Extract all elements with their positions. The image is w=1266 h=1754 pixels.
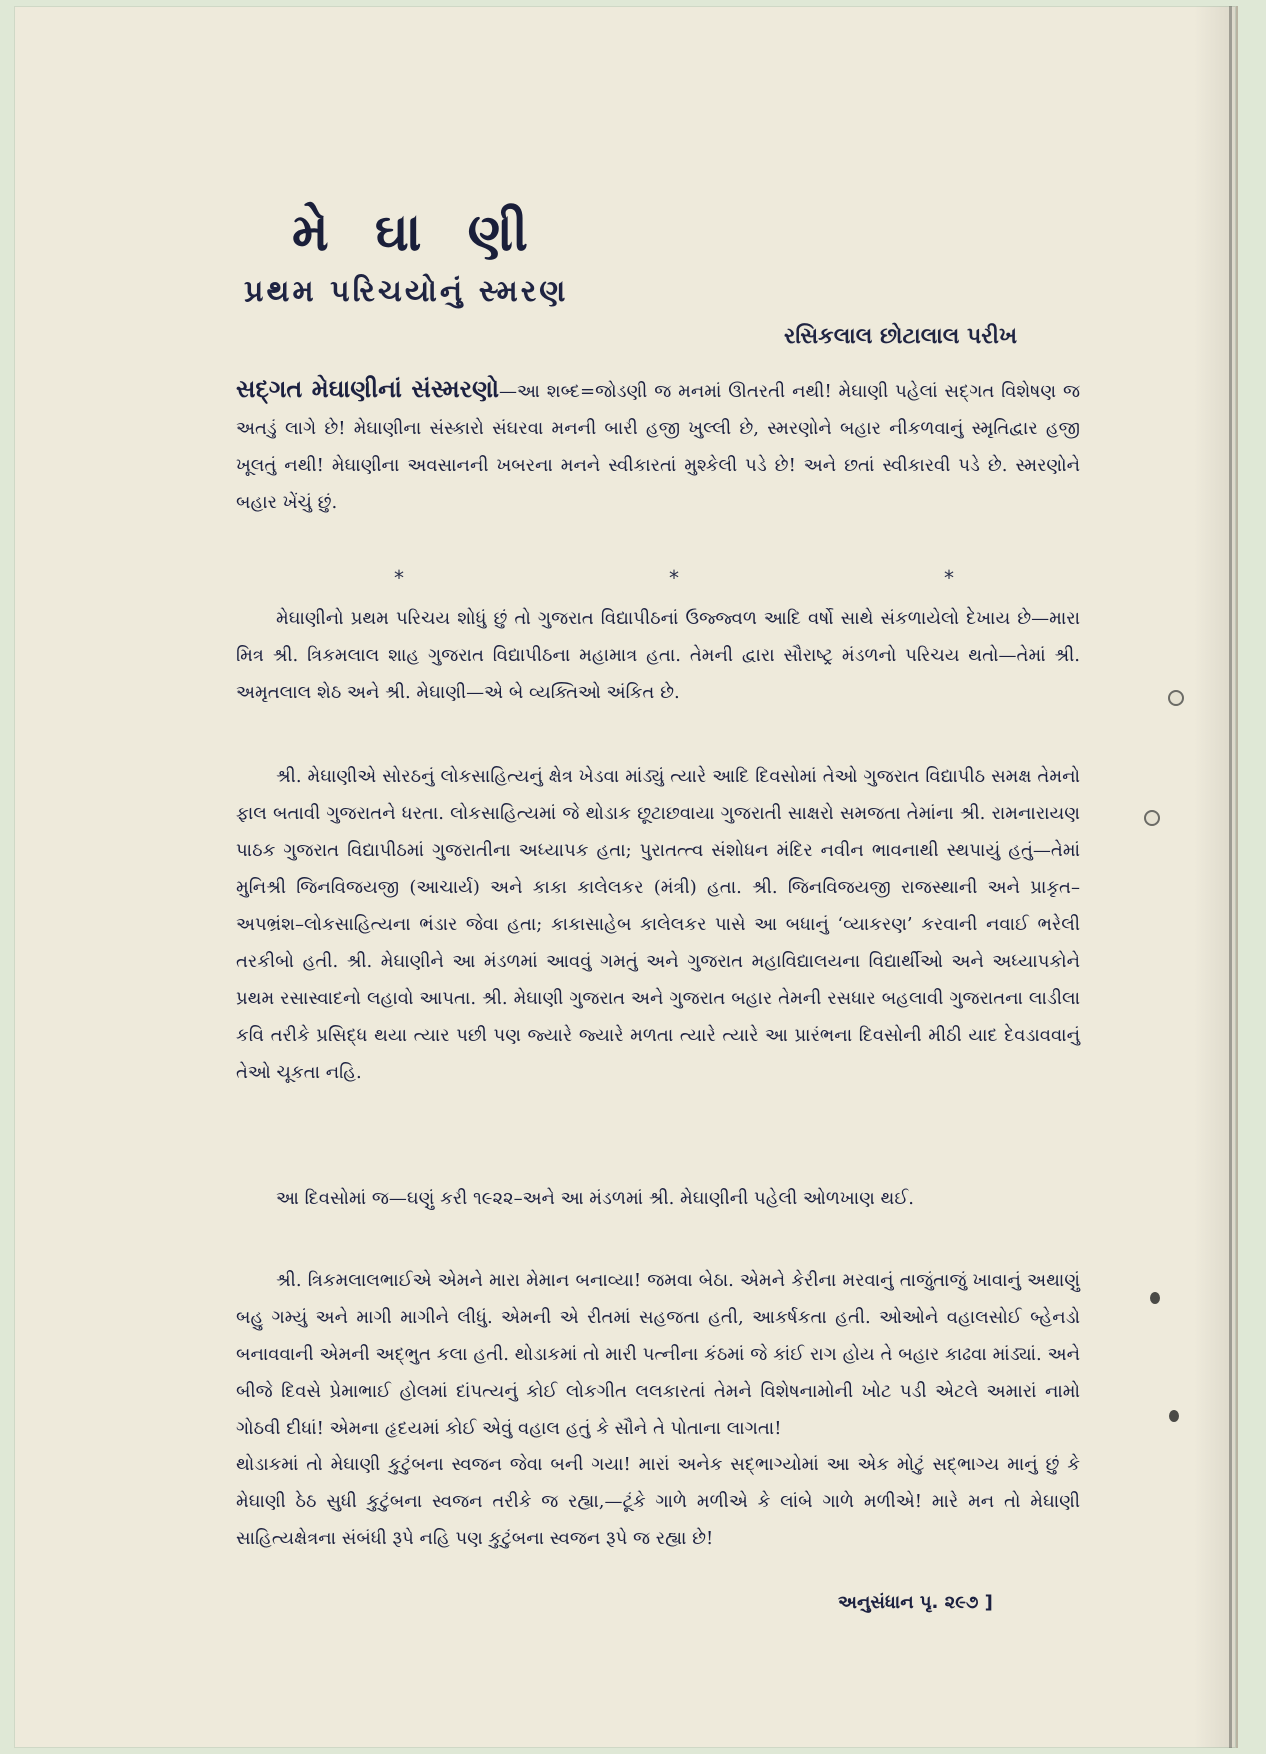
continuation-note: અનુસંધાન પૃ. ૨૯૭ ] (838, 1592, 993, 1613)
ink-spot (1150, 1292, 1160, 1304)
separator-star: * (394, 566, 404, 590)
paragraph-6: થોડાકમાં તો મેઘાણી કુટુંબના સ્વજન જેવા બની ગયા! મારાં અનેક સદ્‌ભાગ્યોમાં આ એક મોટું સદ્‌ભાગ્ય માનું છું કે મેઘાણી ઠેઠ સુધી કુટુંબના સ્વજન તરીકે જ રહ્યા,—ટૂંકે ગાળે મળીએ કે લાંબે ગાળે મળીએ! મારે મન તો મેઘાણી સાહિત્યક્ષેત્રના સંબંધી રૂપે નહિ પણ કુટુંબના સ્વજન રૂપે જ રહ્યા છે! (236, 1454, 1080, 1549)
separator-star: * (669, 566, 679, 590)
section-separator (394, 566, 954, 590)
binding-hole-mark (1168, 690, 1184, 706)
paragraph-4: આ દિવસોમાં જ—ઘણું કરી ૧૯૨૨–અને આ મંડળમાં શ્રી. મેઘાણીની પહેલી ઓળખાણ થઈ. (276, 1188, 914, 1209)
ink-spot (1169, 1410, 1179, 1422)
binding-hole-mark (1144, 810, 1160, 826)
paragraph-1-text: —આ શબ્દ=જોડણી જ મનમાં ઊતરતી નથી! મેઘાણી પહેલાં સદ્‌ગત વિશેષણ જ અતડું લાગે છે! મેઘાણીના સંસ્કારો સંઘરવા મનની બારી હજી ખુલ્લી છે, સ્મરણોને બહાર નીકળવાનું સ્મૃતિદ્વાર હજી ખૂલતું નથી! મેઘાણીના અવસાનની ખબરના મનને સ્વીકારતાં મુશ્કેલી પડે છે! અને છતાં સ્વીકારવી પડે છે. સ્મરણોને બહાર ખેંચું છું. (236, 381, 1080, 513)
separator-star: * (944, 566, 954, 590)
article-title: મે ઘા ણી (292, 202, 542, 263)
paragraph-5: શ્રી. ત્રિકમલાલભાઈએ એમને મારા મેમાન બનાવ્યા! જમવા બેઠા. એમને કેરીના મરવાનું તાજુંતાજું ખાવાનું અથાણું બહુ ગમ્યું અને માગી માગીને લીધું. એમની એ રીતમાં સહજતા હતી, આકર્ષકતા હતી. ઓઓને વહાલસોઈ બ્હેનડો બનાવવાની એમની અદ્ભુત કલા હતી. થોડાકમાં તો મારી પત્નીના કંઠમાં જે કાંઈ રાગ હોય તે બહાર કાઢવા માંડ્યાં. અને બીજે દિવસે પ્રેમાભાઈ હોલમાં દાંપત્યનું કોઈ લોકગીત લલકારતાં તેમને વિશેષનામોની ખોટ પડી એટલે અમારાં નામો ગોઠવી દીધાં! એમના હૃદયમાં કોઈ એવું વહાલ હતું કે સૌને તે પોતાના લાગતા! (236, 1270, 1080, 1439)
article-author: રસિકલાલ છોટાલાલ પરીખ (784, 324, 1018, 349)
paragraph-lead: સદ્‌ગત મેઘાણીનાં સંસ્મરણો (236, 374, 499, 403)
document-page (14, 6, 1238, 1748)
paragraph-3: શ્રી. મેઘાણીએ સોરઠનું લોકસાહિત્યનું ક્ષેત્ર ખેડવા માંડ્યું ત્યારે આદિ દિવસોમાં તેઓ ગુજરાત વિદ્યાપીઠ સમક્ષ તેમનો ફાલ બતાવી ગુજરાતને ધરતા. લોકસાહિત્યમાં જે થોડાક છૂટાછવાયા ગુજરાતી સાક્ષરો સમજતા તેમાંના શ્રી. રામનારાયણ પાઠક ગુજરાત વિદ્યાપીઠમાં ગુજરાતીના અધ્યાપક હતા; પુરાતત્ત્વ સંશોધન મંદિર નવીન ભાવનાથી સ્થપાયું હતું—તેમાં મુનિશ્રી જિનવિજયજી (આચાર્ય) અને કાકા કાલેલકર (મંત્રી) હતા. શ્રી. જિનવિજયજી રાજસ્થાની અને પ્રાકૃત–અપભ્રંશ–લોકસાહિત્યના ભંડાર જેવા હતા; કાકાસાહેબ કાલેલકર પાસે આ બધાનું ‘વ્યાકરણ’ કરવાની નવાઈ ભરેલી તરકીબો હતી. શ્રી. મેઘાણીને આ મંડળમાં આવવું ગમતું અને ગુજરાત મહાવિદ્યાલયના વિદ્યાર્થીઓ અને અધ્યાપકોને પ્રથમ રસાસ્વાદનો લહાવો આપતા. શ્રી. મેઘાણી ગુજરાત અને ગુજરાત બહાર તેમની રસધાર બહલાવી ગુજરાતના લાડીલા કવિ તરીકે પ્રસિદ્ધ થયા ત્યાર પછી પણ જ્યારે જ્યારે મળતા ત્યારે ત્યારે આ પ્રારંભના દિવસોની મીઠી યાદ દેવડાવવાનું તેઓ ચૂકતા નહિ. (236, 766, 1080, 1083)
page-fold-line (1229, 6, 1232, 1748)
paragraph-2: મેઘાણીનો પ્રથમ પરિચય શોધું છું તો ગુજરાત વિદ્યાપીઠનાં ઉજ્જ્વળ આદિ વર્ષો સાથે સંકળાયેલો દેખાય છે—મારા મિત્ર શ્રી. ત્રિકમલાલ શાહ ગુજરાત વિદ્યાપીઠના મહામાત્ર હતા. તેમની દ્વારા સૌરાષ્ટ્ર મંડળનો પરિચય થતો—તેમાં શ્રી. અમૃતલાલ શેઠ અને શ્રી. મેઘાણી—એ બે વ્યક્તિઓ અંકિત છે. (236, 608, 1080, 703)
article-subtitle: પ્રથમ પરિચયોનું સ્મરણ (244, 274, 569, 309)
paragraph-1 (236, 370, 1080, 521)
